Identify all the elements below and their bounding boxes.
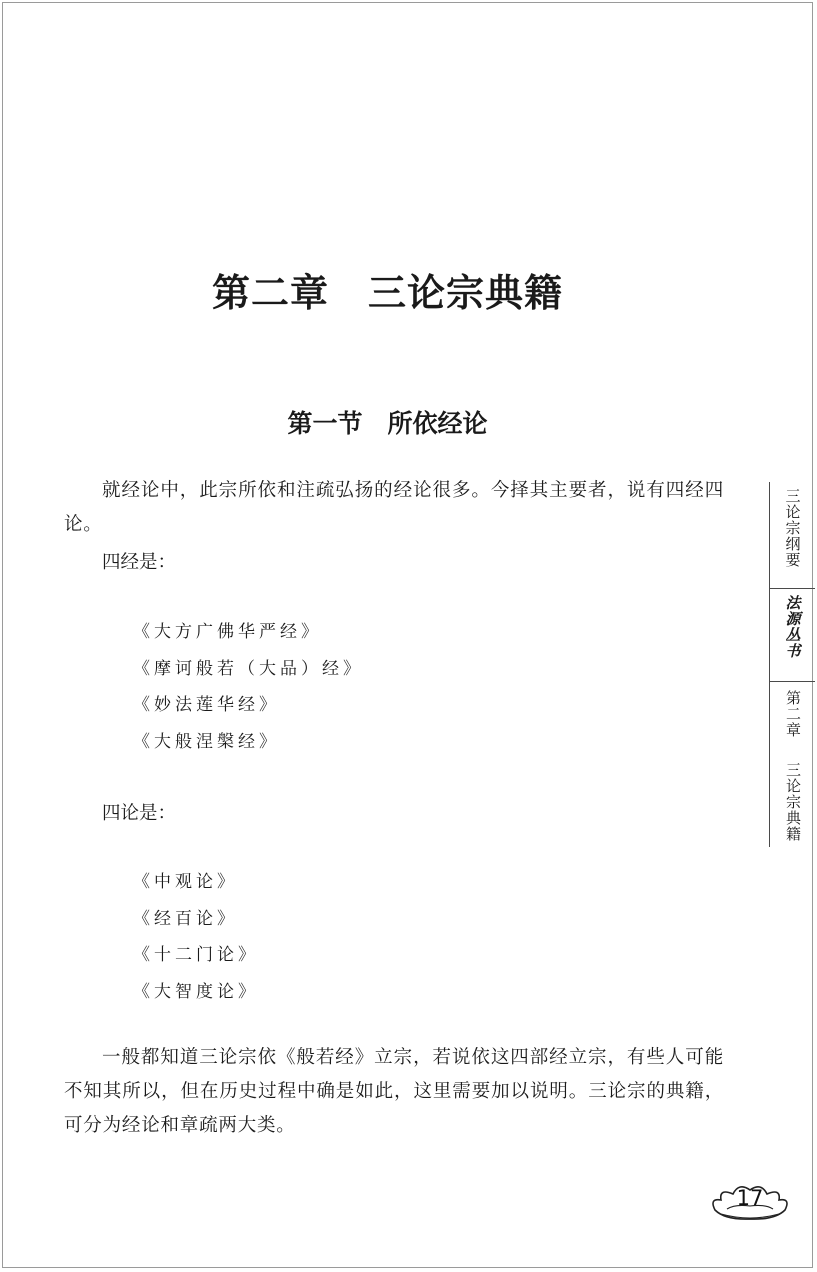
section-title: 第一节 所依经论: [287, 409, 488, 438]
sutra-item: 《妙法莲华经》: [133, 695, 280, 715]
sutra-item: 《大方广佛华严经》: [133, 622, 322, 642]
treatises-label: 四论是：: [102, 803, 177, 824]
treatise-item: 《经百论》: [133, 908, 238, 929]
closing-paragraph: 一般都知道三论宗依《般若经》立宗，若说依这四部经立宗，有些人可能不知其所以，但在历史过程中确是如此，这里需要加以说明。三论宗的典籍，可分为经论和章疏两大类。: [64, 1047, 724, 1136]
page-number: 17: [736, 1186, 764, 1210]
side-chapter-name: 三论宗典籍: [784, 762, 802, 842]
chapter-title: 第二章 三论宗典籍: [211, 270, 563, 315]
intro-paragraph: 就经论中，此宗所依和注疏弘扬的经论很多。今择其主要者，说有四经四论。: [64, 480, 724, 535]
treatise-item: 《中观论》: [133, 872, 238, 892]
side-chapter-number: 第二章: [784, 690, 802, 738]
sutras-label: 四经是：: [102, 552, 177, 573]
treatise-list: [133, 864, 259, 1010]
side-book-title: 三论宗纲要: [783, 488, 802, 568]
side-book-title-tab: [769, 482, 816, 590]
sutra-item: 《大般涅槃经》: [133, 731, 280, 752]
side-series-name: 法源丛书: [783, 595, 802, 659]
treatise-item: 《十二门论》: [133, 945, 259, 965]
page-number-badge: [705, 1176, 795, 1224]
sutra-item: 《摩诃般若（大品）经》: [133, 658, 364, 679]
sutra-list: [133, 614, 364, 760]
side-series-tab: [769, 589, 816, 681]
side-chapter-tab: [769, 682, 816, 847]
treatise-item: 《大智度论》: [133, 981, 259, 1002]
